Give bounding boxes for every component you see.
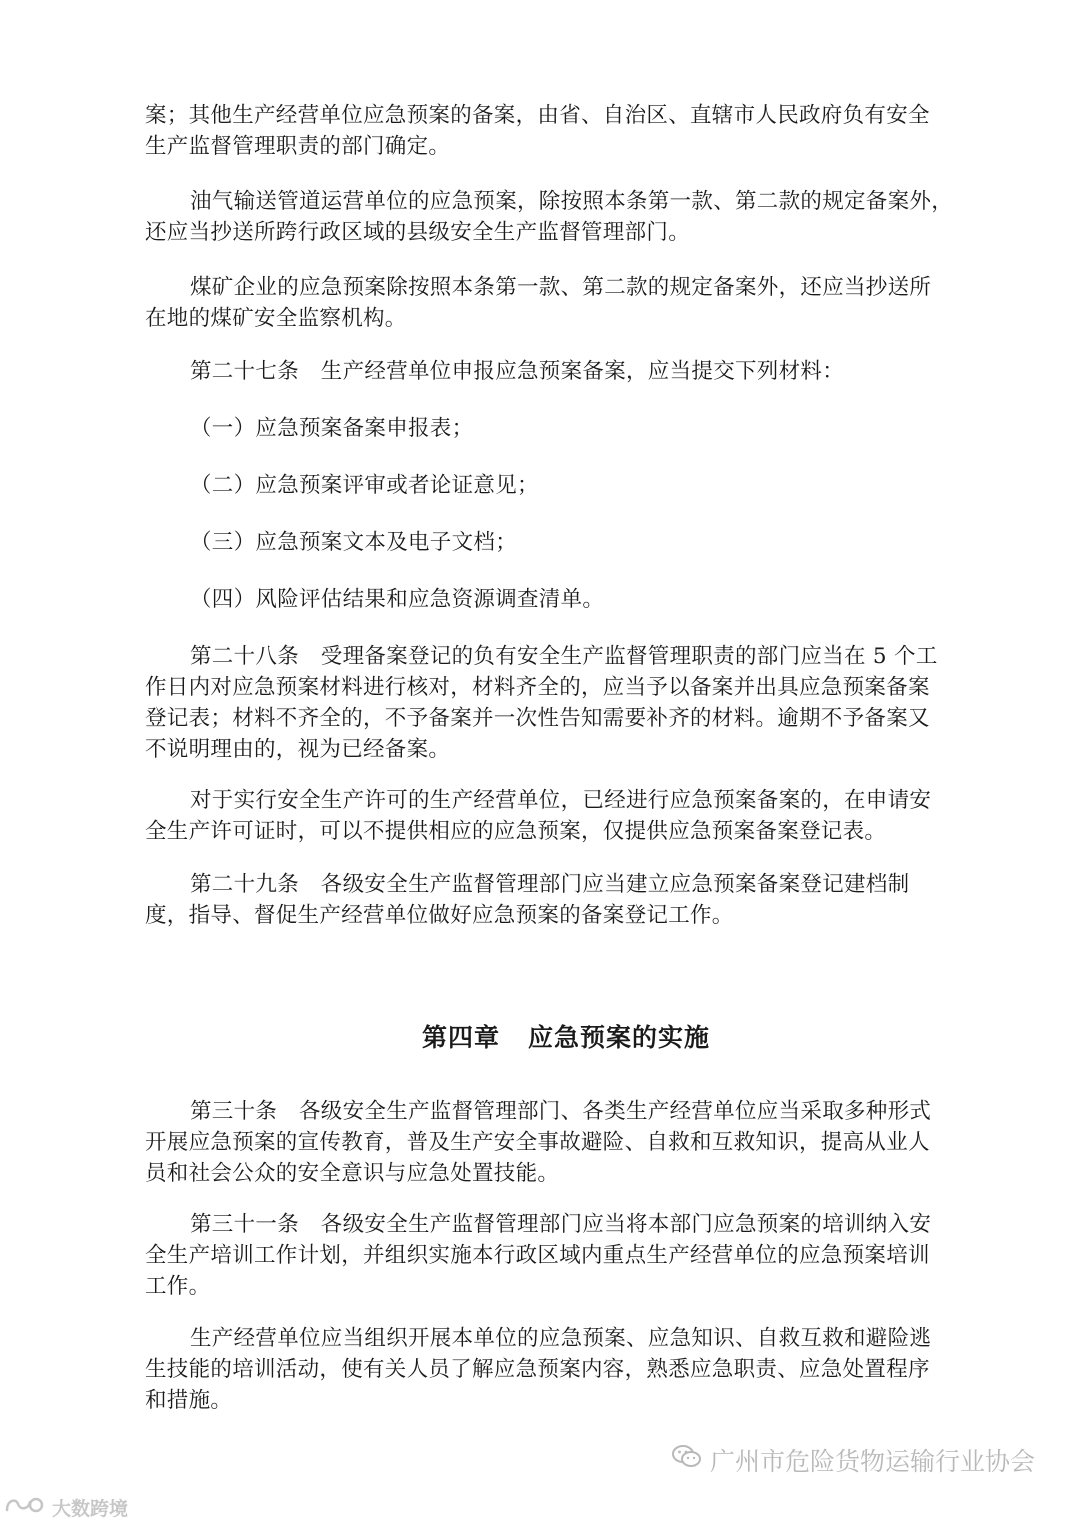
watermark-association xyxy=(672,1440,1035,1480)
logo-icon xyxy=(4,1494,46,1521)
list-item-1: （一）应急预案备案申报表； xyxy=(190,416,474,441)
paragraph-continuation: 案；其他生产经营单位应急预案的备案，由省、自治区、直辖市人民政府负有安全 生产监督管理职责的部门确定。 xyxy=(145,103,930,159)
chapter-heading xyxy=(0,1018,1080,1054)
chapter-title: 应急预案的实施 xyxy=(528,1023,711,1052)
article-28: 第二十八条 受理备案登记的负有安全生产监督管理职责的部门应当在 5 个工 作日内对应急预案材料进行核对，材料齐全的，应当予以备案并出具应急预案备案 登记表；材料不齐全的，不予备案并一次性告知需要补齐的材料。逾期不予备案又 不说明理由的，视为已经备案。 xyxy=(145,644,938,762)
paragraph-training: 生产经营单位应当组织开展本单位的应急预案、应急知识、自救互救和避险逃 生技能的培训活动，使有关人员了解应急预案内容，熟悉应急职责、应急处置程序 和措施。 xyxy=(145,1326,932,1413)
watermark-brand-text: 大数跨境 xyxy=(52,1497,129,1520)
list-item-4: （四）风险评估结果和应急资源调查清单。 xyxy=(190,587,605,612)
article-27: 第二十七条 生产经营单位申报应急预案备案，应当提交下列材料： xyxy=(190,359,845,384)
paragraph-pipeline: 油气输送管道运营单位的应急预案，除按照本条第一款、第二款的规定备案外， 还应当抄送所跨行政区域的县级安全生产监督管理部门。 xyxy=(145,189,954,245)
list-item-2: （二）应急预案评审或者论证意见； xyxy=(190,473,539,498)
paragraph-safety-license: 对于实行安全生产许可的生产经营单位，已经进行应急预案备案的，在申请安 全生产许可证时，可以不提供相应的应急预案，仅提供应急预案备案登记表。 xyxy=(145,788,932,844)
list-item-3: （三）应急预案文本及电子文档； xyxy=(190,530,518,555)
watermark-brand xyxy=(4,1492,128,1522)
article-31: 第三十一条 各级安全生产监督管理部门应当将本部门应急预案的培训纳入安 全生产培训工作计划，并组织实施本行政区域内重点生产经营单位的应急预案培训 工作。 xyxy=(145,1212,932,1299)
wechat-icon xyxy=(672,1444,702,1476)
article-30: 第三十条 各级安全生产监督管理部门、各类生产经营单位应当采取多种形式 开展应急预案的宣传教育，普及生产安全事故避险、自救和互救知识，提高从业人 员和社会公众的安全意识与应急处置技能。 xyxy=(145,1099,932,1186)
article-29: 第二十九条 各级安全生产监督管理部门应当建立应急预案备案登记建档制 度，指导、督促生产经营单位做好应急预案的备案登记工作。 xyxy=(145,872,910,928)
watermark-text: 广州市危险货物运输行业协会 xyxy=(710,1447,1036,1476)
paragraph-coal-mine: 煤矿企业的应急预案除按照本条第一款、第二款的规定备案外，还应当抄送所 在地的煤矿安全监察机构。 xyxy=(145,275,932,331)
chapter-number: 第四章 xyxy=(421,1023,500,1052)
